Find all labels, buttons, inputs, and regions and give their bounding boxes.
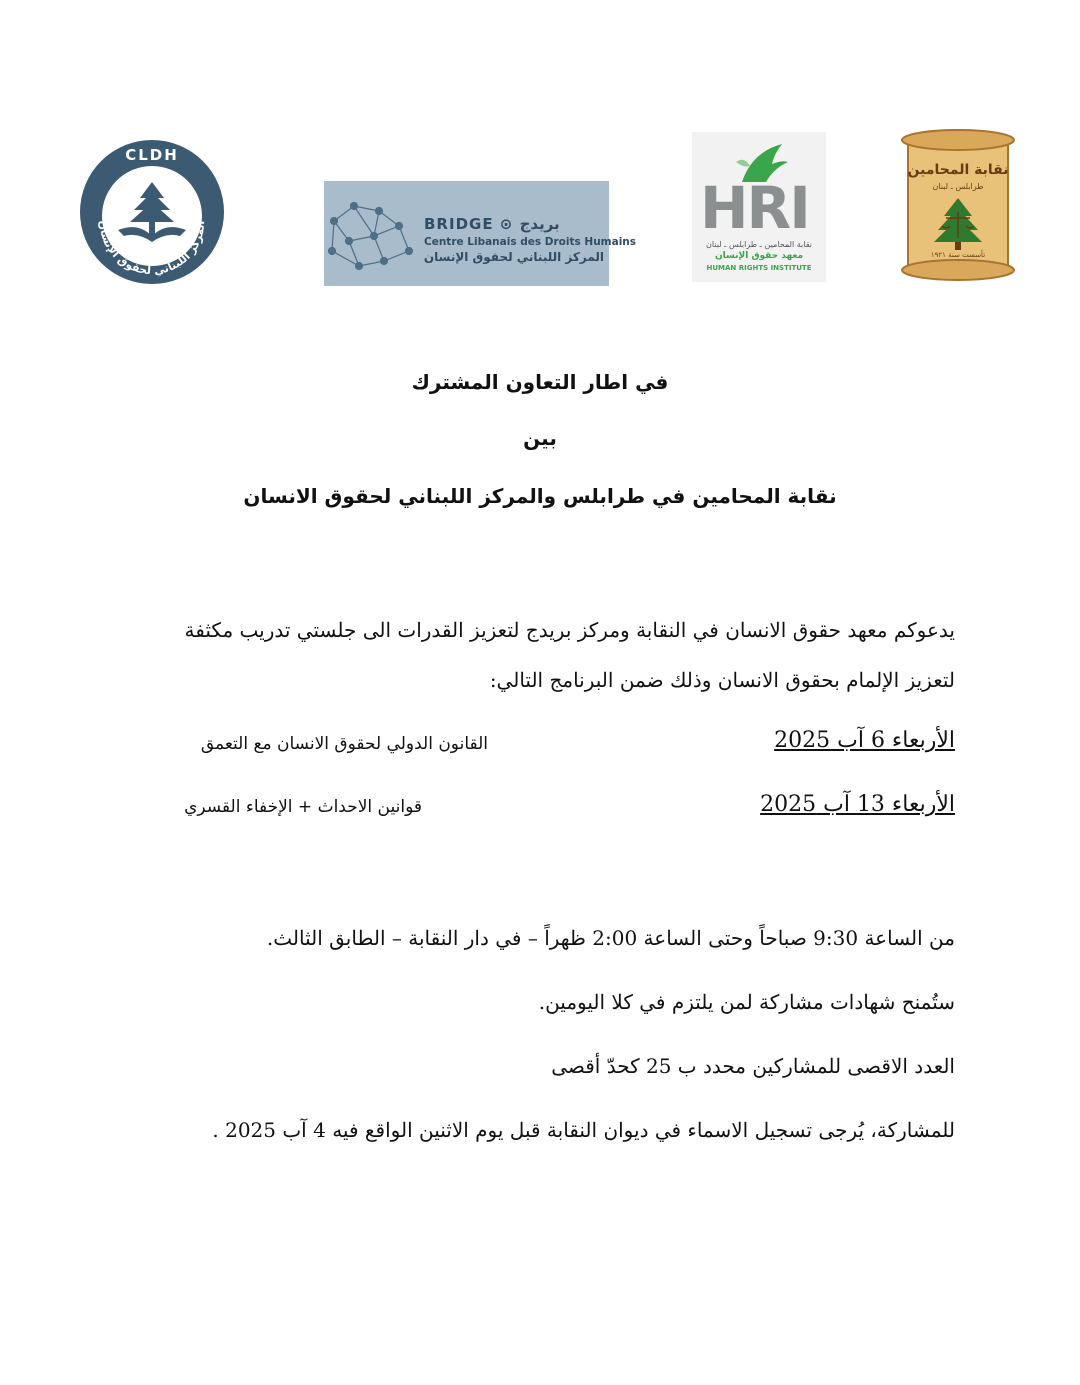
cldh-acronym: CLDH <box>125 146 179 164</box>
bridge-logo <box>324 181 637 286</box>
schedule-date-2: الأربعاء 13 آب 2025 <box>760 792 955 817</box>
schedule-topic-2: قوانين الاحداث + الإخفاء القسري <box>184 797 422 817</box>
heading-parties: نقابة المحامين في طرابلس والمركز اللبناني لحقوق الانسان <box>243 484 837 508</box>
cldh-arabic-name: المركز اللبناني لحقوق الإنسان <box>96 220 208 278</box>
time-location: من الساعة 9:30 صباحاً وحتى الساعة 2:00 ظهراً – في دار النقابة – الطابق الثالث. <box>266 926 955 950</box>
bar-founded: تأسست سنة ١٩٢١ <box>930 251 986 259</box>
intro-line1: يدعوكم معهد حقوق الانسان في النقابة ومركز بريدج لتعزيز القدرات الى جلستي تدريب مكثفة <box>184 618 955 642</box>
cldh-logo <box>78 138 226 286</box>
bridge-title: BRIDGE ⊙ بريدج <box>424 215 560 233</box>
hri-english-name: HUMAN RIGHTS INSTITUTE <box>706 264 812 272</box>
hri-arabic-line1: نقابة المحامين ـ طرابلس ـ لبنان <box>706 240 812 249</box>
heading-cooperation: في اطار التعاون المشترك <box>411 370 669 394</box>
max-participants-note: العدد الاقصى للمشاركين محدد ب 25 كحدّ أقصى <box>551 1054 955 1078</box>
schedule-date-1: الأربعاء 6 آب 2025 <box>774 728 955 753</box>
certificates-note: ستُمنح شهادات مشاركة لمن يلتزم في كلا اليومين. <box>538 990 955 1014</box>
heading-between: بين <box>523 426 557 450</box>
bar-association-logo <box>900 126 1016 282</box>
hri-arabic-line2: معهد حقوق الإنسان <box>714 251 804 261</box>
bar-subtitle: طرابلس ـ لبنان <box>932 182 984 191</box>
schedule-topic-1: القانون الدولي لحقوق الانسان مع التعمق <box>200 734 488 754</box>
intro-line2: لتعزيز الإلمام بحقوق الانسان وذلك ضمن البرنامج التالي: <box>489 668 955 692</box>
bridge-arabic-name: المركز اللبناني لحقوق الإنسان <box>423 250 604 264</box>
network-graphic-icon <box>324 181 424 286</box>
registration-note: للمشاركة، يُرجى تسجيل الاسماء في ديوان النقابة قبل يوم الاثنين الواقع فيه 4 آب 2025 . <box>212 1118 955 1142</box>
hri-letters: HRI <box>700 174 809 242</box>
bar-title: نقابة المحامين <box>907 162 1009 178</box>
bridge-french-name: Centre Libanais des Droits Humains <box>424 236 637 248</box>
hri-logo <box>692 132 826 282</box>
